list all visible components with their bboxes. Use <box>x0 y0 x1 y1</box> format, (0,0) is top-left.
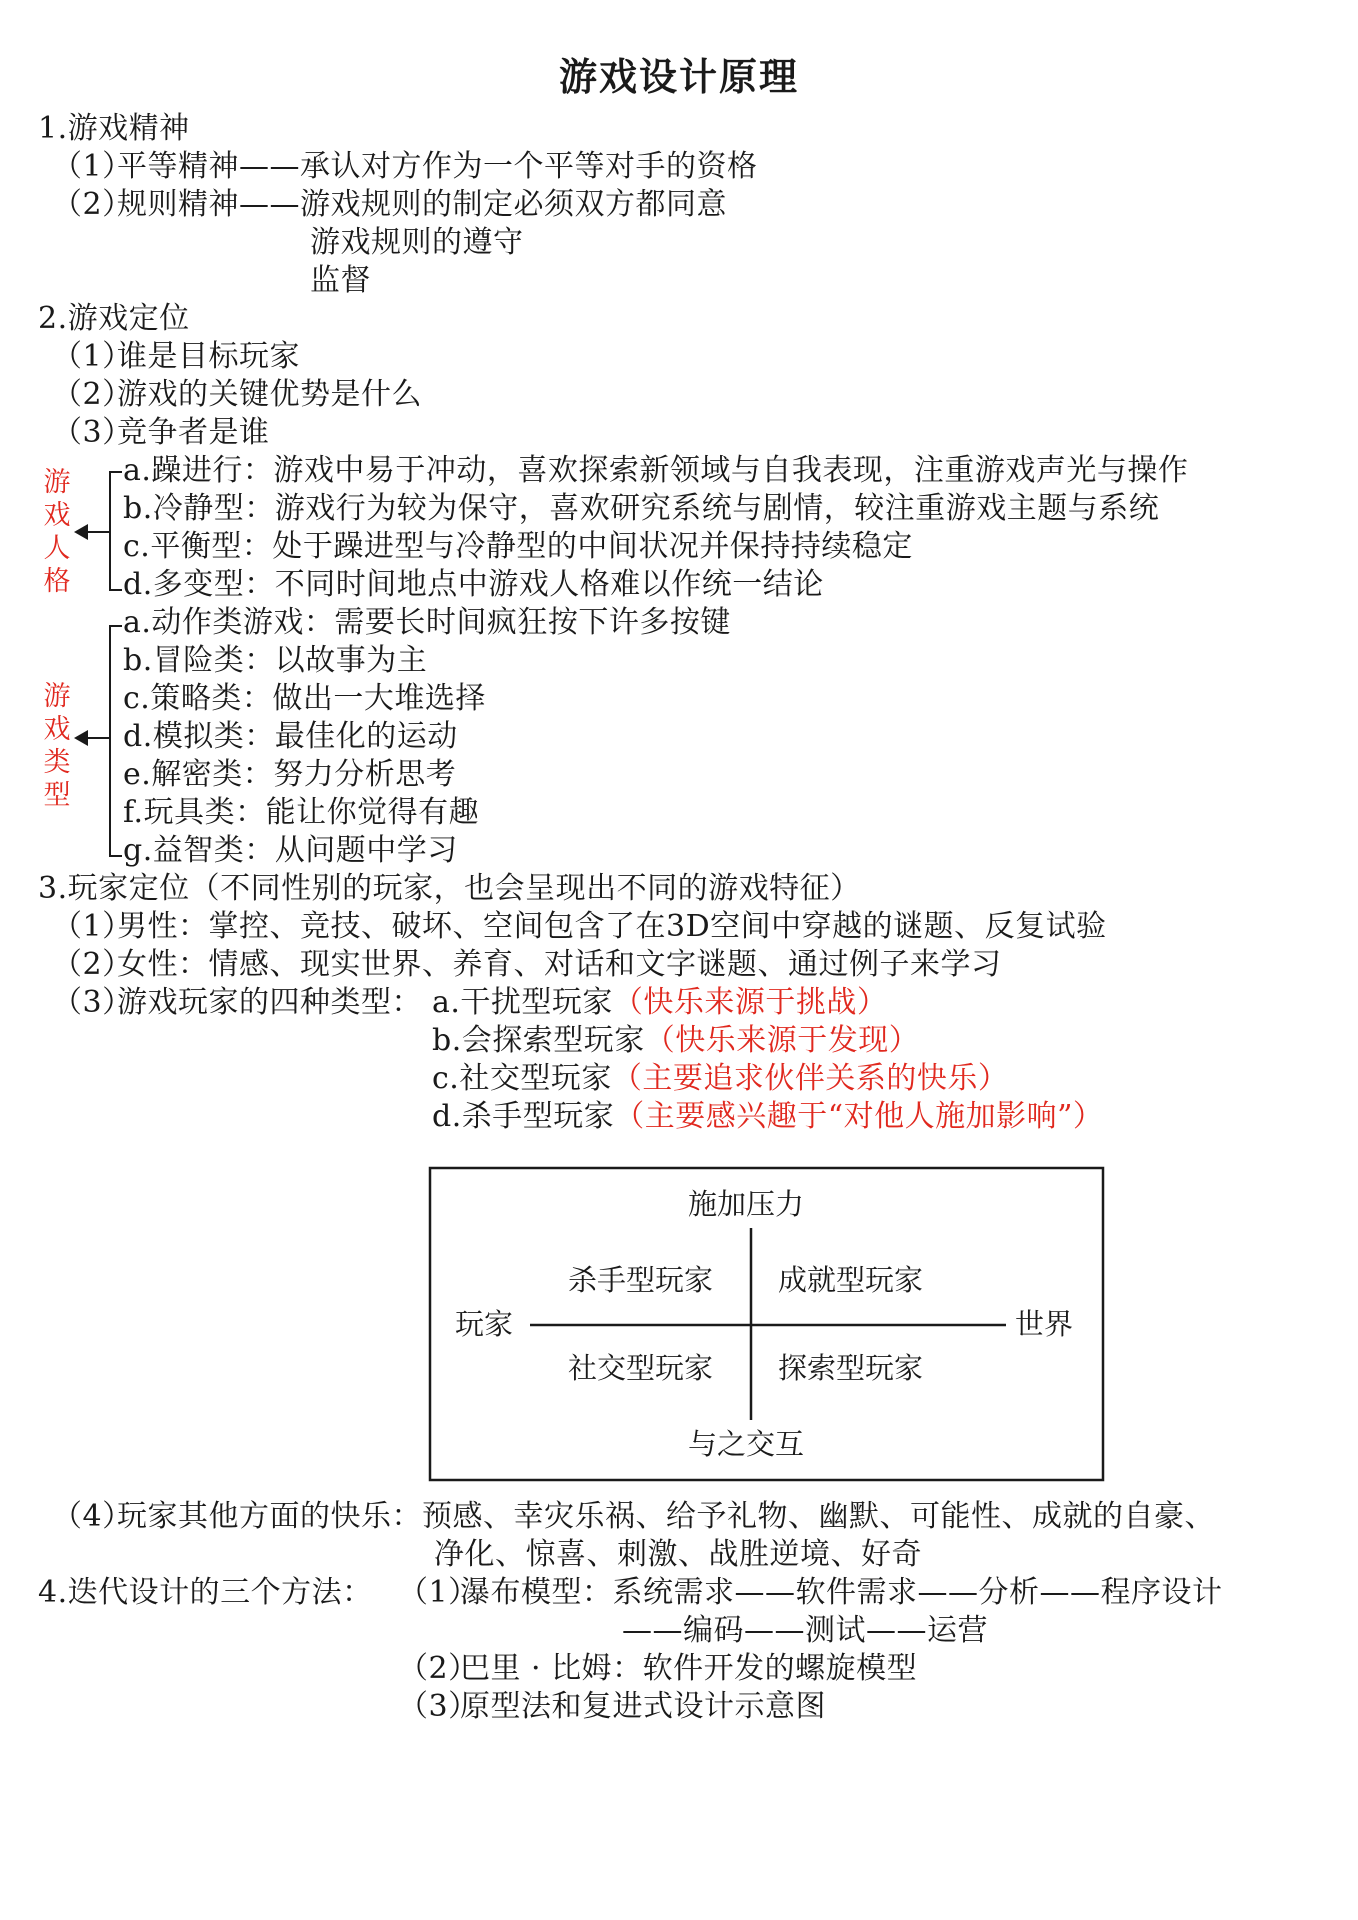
sec3-item-3-text: 游戏玩家的四种类型： <box>117 985 422 1020</box>
player-type-b-name: b.会探索型玩家 <box>432 1023 645 1058</box>
sec4-item-1-cont: ——编码——测试——运营 <box>622 1613 988 1648</box>
quadrant-achiever: 成就型玩家 <box>778 1263 924 1297</box>
player-type-b <box>432 1022 919 1060</box>
player-type-d-name: d.杀手型玩家 <box>432 1099 615 1134</box>
personality-label: 游戏人格 <box>43 467 71 597</box>
game-type-f: f.玩具类：能让你觉得有趣 <box>123 795 480 830</box>
diagram-left-label: 玩家 <box>455 1307 514 1341</box>
sec3-item-1-num: （1） <box>52 909 133 944</box>
player-type-c <box>432 1060 1008 1098</box>
types-arrow-icon <box>74 730 88 746</box>
sec1-item-2-num: （2） <box>52 187 133 222</box>
sec3-item-4-text: 玩家其他方面的快乐：预感、幸灾乐祸、给予礼物、幽默、可能性、成就的自豪、 <box>117 1499 1215 1534</box>
sec3-item-2-text: 女性：情感、现实世界、养育、对话和文字谜题、通过例子来学习 <box>117 947 1002 982</box>
player-type-a-note: （快乐来源于挑战） <box>612 985 888 1020</box>
sec2-item-2-num: （2） <box>52 377 133 412</box>
player-type-a <box>432 984 887 1022</box>
sec4-item-3-text: 原型法和复进式设计示意图 <box>460 1689 826 1724</box>
sec3-item-2-num: （2） <box>52 947 133 982</box>
sec1-item-1-text: 平等精神——承认对方作为一个平等对手的资格 <box>117 149 758 184</box>
quadrant-killer: 杀手型玩家 <box>568 1263 714 1297</box>
section-2-heading: 2.游戏定位 <box>38 301 190 336</box>
types-bracket <box>80 626 122 856</box>
game-type-c: c.策略类：做出一大堆选择 <box>123 681 486 716</box>
diagram-bottom-label: 与之交互 <box>688 1427 805 1461</box>
sec4-item-1-num: （1） <box>398 1575 479 1610</box>
sec2-item-1-num: （1） <box>52 339 133 374</box>
player-type-d <box>432 1098 1103 1136</box>
sec4-item-1-text: 瀑布模型：系统需求——软件需求——分析——程序设计 <box>460 1575 1223 1610</box>
sec2-item-3-num: （3） <box>52 415 133 450</box>
page-title: 游戏设计原理 <box>558 54 799 99</box>
game-type-b: b.冒险类：以故事为主 <box>123 643 428 678</box>
diagram-right-label: 世界 <box>1015 1307 1074 1341</box>
sec1-cont-1: 游戏规则的遵守 <box>310 225 524 260</box>
game-type-g: g.益智类：从问题中学习 <box>123 833 458 868</box>
sec2-item-1-text: 谁是目标玩家 <box>117 339 300 374</box>
game-type-e: e.解密类：努力分析思考 <box>123 757 457 792</box>
diagram-top-label: 施加压力 <box>688 1187 805 1221</box>
game-types-label: 游戏类型 <box>43 681 71 811</box>
sec4-item-2-text: 巴里 · 比姆：软件开发的螺旋模型 <box>460 1651 918 1686</box>
personality-item-c: c.平衡型：处于躁进型与冷静型的中间状况并保持持续稳定 <box>123 529 913 564</box>
sec3-item-4-num: （4） <box>52 1499 133 1534</box>
personality-item-d: d.多变型：不同时间地点中游戏人格难以作统一结论 <box>123 567 824 602</box>
sec4-item-2-num: （2） <box>398 1651 479 1686</box>
section-1-heading: 1.游戏精神 <box>38 111 190 146</box>
sec3-item-3-num: （3） <box>52 985 133 1020</box>
sec3-item-1-text: 男性：掌控、竞技、破坏、空间包含了在3D空间中穿越的谜题、反复试验 <box>117 909 1107 944</box>
player-type-b-note: （快乐来源于发现） <box>644 1023 920 1058</box>
game-type-a: a.动作类游戏：需要长时间疯狂按下许多按键 <box>123 605 731 640</box>
quadrant-explorer: 探索型玩家 <box>778 1351 924 1385</box>
personality-item-a: a.躁进行：游戏中易于冲动，喜欢探索新领域与自我表现，注重游戏声光与操作 <box>123 453 1189 488</box>
sec2-item-2-text: 游戏的关键优势是什么 <box>117 377 422 412</box>
player-type-d-note: （主要感兴趣于“对他人施加影响”） <box>614 1099 1104 1134</box>
player-type-c-name: c.社交型玩家 <box>432 1061 612 1096</box>
personality-item-b: b.冷静型：游戏行为较为保守，喜欢研究系统与剧情，较注重游戏主题与系统 <box>123 491 1160 526</box>
sec1-item-2-text: 规则精神——游戏规则的制定必须双方都同意 <box>117 187 727 222</box>
game-type-d: d.模拟类：最佳化的运动 <box>123 719 458 754</box>
section-3-heading: 3.玩家定位（不同性别的玩家，也会呈现出不同的游戏特征） <box>38 871 861 906</box>
player-type-a-name: a.干扰型玩家 <box>432 985 613 1020</box>
sec1-cont-2: 监督 <box>310 263 371 298</box>
player-type-c-note: （主要追求伙伴关系的快乐） <box>611 1061 1009 1096</box>
sec4-item-3-num: （3） <box>398 1689 479 1724</box>
sec2-item-3-text: 竞争者是谁 <box>117 415 270 450</box>
section-4-heading: 4.迭代设计的三个方法： <box>38 1575 373 1610</box>
sec1-item-1-num: （1） <box>52 149 133 184</box>
sec3-item-4-cont: 净化、惊喜、刺激、战胜逆境、好奇 <box>434 1537 922 1572</box>
personality-arrow-icon <box>74 524 88 540</box>
personality-bracket <box>80 472 122 590</box>
quadrant-socializer: 社交型玩家 <box>568 1351 714 1385</box>
